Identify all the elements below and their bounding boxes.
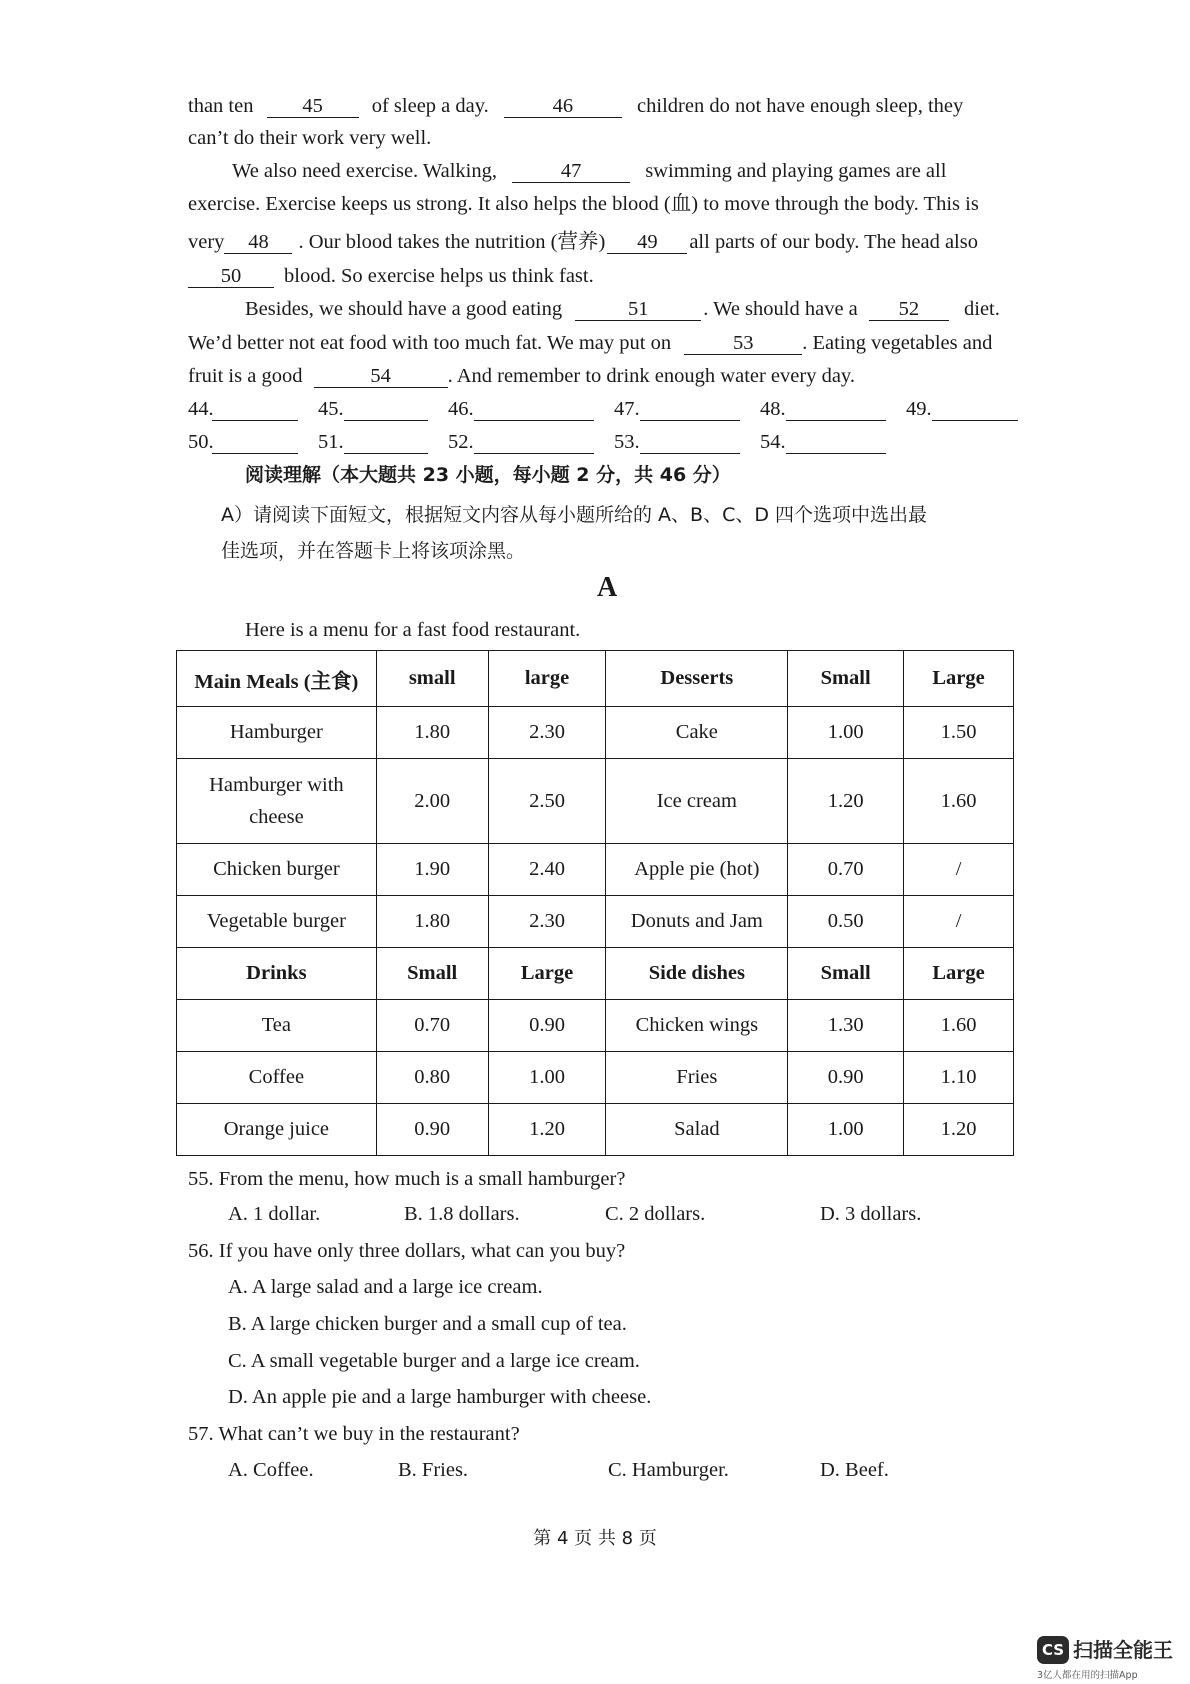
blank-52: 52 [869, 298, 949, 321]
blank-48: 48 [224, 231, 292, 254]
table-cell: Chicken burger [177, 844, 377, 896]
answer-blank [474, 431, 594, 454]
table-cell: 0.80 [376, 1052, 488, 1104]
blank-50: 50 [188, 265, 274, 288]
passage-line-6 [188, 262, 594, 290]
blank-45: 45 [267, 95, 359, 118]
text: all parts of our body. The head also [689, 231, 978, 253]
answer-blank [640, 431, 740, 454]
question-56-option-b: B. A large chicken burger and a small cup of tea. [228, 1313, 627, 1335]
text: swimming and playing games are all [645, 160, 947, 182]
question-57-option-d: D. Beef. [820, 1459, 889, 1481]
table-cell: Side dishes [606, 948, 788, 1000]
table-cell: Drinks [177, 948, 377, 1000]
table-header-row [177, 651, 1014, 707]
blank-54: 54 [314, 365, 448, 388]
instructions-line-1: A）请阅读下面短文，根据短文内容从每小题所给的 A、B、C、D 四个选项中选出最 [221, 504, 928, 526]
question-56-stem: 56. If you have only three dollars, what can you buy? [188, 1240, 626, 1262]
table-cell: Main Meals (主食) [177, 651, 377, 707]
table-cell: 0.90 [788, 1052, 904, 1104]
table-cell: 1.10 [904, 1052, 1014, 1104]
table-cell: Hamburger with cheese [177, 759, 377, 844]
table-cell: 1.20 [488, 1104, 606, 1156]
answer-label: 51. [318, 431, 344, 453]
text: . We should have a [703, 298, 858, 320]
table-cell: Apple pie (hot) [606, 844, 788, 896]
table-cell: Vegetable burger [177, 896, 377, 948]
scanner-tagline: 3亿人都在用的扫描App [1037, 1670, 1138, 1681]
text: We’d better not eat food with too much fat. We may put on [188, 332, 672, 354]
answer-blank [786, 431, 886, 454]
table-cell: 0.70 [788, 844, 904, 896]
question-55-stem: 55. From the menu, how much is a small hamburger? [188, 1168, 626, 1190]
page-footer: 第 4 页 共 8 页 [533, 1528, 657, 1549]
text: We also need exercise. Walking, [232, 160, 497, 182]
question-55-option-b: B. 1.8 dollars. [404, 1203, 520, 1225]
blank-46: 46 [504, 95, 622, 118]
table-cell: 1.60 [904, 759, 1014, 844]
answer-label: 54. [760, 431, 786, 453]
text: Besides, we should have a good eating [245, 298, 563, 320]
menu-table [176, 650, 1014, 1156]
table-cell: small [376, 651, 488, 707]
table-cell: / [904, 844, 1014, 896]
table-cell: large [488, 651, 606, 707]
menu-intro: Here is a menu for a fast food restaurant. [245, 619, 581, 641]
question-55-option-c: C. 2 dollars. [605, 1203, 706, 1225]
answer-blank [640, 398, 740, 421]
passage-line-8 [188, 329, 992, 357]
table-cell: Hamburger [177, 707, 377, 759]
instructions-line-2: 佳选项，并在答题卡上将该项涂黑。 [221, 540, 526, 562]
text: blood. So exercise helps us think fast. [284, 265, 594, 287]
table-cell: 1.20 [788, 759, 904, 844]
table-cell: 1.20 [904, 1104, 1014, 1156]
blank-49: 49 [607, 231, 687, 254]
table-cell: Small [376, 948, 488, 1000]
answer-blank [344, 398, 428, 421]
text: . And remember to drink enough water every day. [447, 365, 855, 387]
question-55-option-a: A. 1 dollar. [228, 1203, 321, 1225]
table-cell: 1.80 [376, 896, 488, 948]
passage-line-2: can’t do their work very well. [188, 127, 432, 149]
table-cell: 0.90 [488, 1000, 606, 1052]
text: diet. [964, 298, 1000, 320]
question-55-option-d: D. 3 dollars. [820, 1203, 922, 1225]
table-cell: Small [788, 651, 904, 707]
table-row [177, 707, 1014, 759]
table-cell: Large [488, 948, 606, 1000]
table-row [177, 1000, 1014, 1052]
table-cell: 0.70 [376, 1000, 488, 1052]
table-cell: 1.00 [788, 707, 904, 759]
question-57-stem: 57. What can’t we buy in the restaurant? [188, 1423, 520, 1445]
section-heading: 阅读理解（本大题共 23 小题，每小题 2 分，共 46 分） [245, 464, 731, 486]
table-cell: Donuts and Jam [606, 896, 788, 948]
text: . Eating vegetables and [802, 332, 993, 354]
section-letter: A [597, 572, 618, 603]
table-cell: 2.30 [488, 707, 606, 759]
answer-label: 49. [906, 398, 932, 420]
table-row [177, 1104, 1014, 1156]
text: very [188, 231, 225, 253]
table-cell: Fries [606, 1052, 788, 1104]
table-cell: Desserts [606, 651, 788, 707]
table-row [177, 1052, 1014, 1104]
question-56-option-c: C. A small vegetable burger and a large ice cream. [228, 1350, 640, 1372]
answer-blank [932, 398, 1018, 421]
table-cell: Coffee [177, 1052, 377, 1104]
question-56-option-d: D. An apple pie and a large hamburger with cheese. [228, 1386, 652, 1408]
table-cell: 2.50 [488, 759, 606, 844]
table-cell: Salad [606, 1104, 788, 1156]
scanner-logo-icon: CS [1037, 1636, 1069, 1664]
scanner-app-name: 扫描全能王 [1073, 1638, 1173, 1662]
question-57-option-c: C. Hamburger. [608, 1459, 729, 1481]
text: than ten [188, 95, 254, 117]
table-cell: 1.50 [904, 707, 1014, 759]
table-cell: 1.30 [788, 1000, 904, 1052]
answer-label: 47. [614, 398, 640, 420]
passage-line-5 [188, 228, 978, 256]
table-row [177, 896, 1014, 948]
table-cell: 1.90 [376, 844, 488, 896]
answer-label: 52. [448, 431, 474, 453]
text: of sleep a day. [371, 95, 489, 117]
answer-blank [212, 398, 298, 421]
text: fruit is a good [188, 365, 303, 387]
table-cell: Orange juice [177, 1104, 377, 1156]
passage-line-4: exercise. Exercise keeps us strong. It also helps the blood (血) to move through the body. This is [188, 193, 979, 215]
text: . Our blood takes the nutrition (营养) [298, 231, 606, 253]
table-cell: 1.00 [488, 1052, 606, 1104]
answer-blank [212, 431, 298, 454]
table-header-row [177, 948, 1014, 1000]
answer-label: 53. [614, 431, 640, 453]
table-cell: 0.90 [376, 1104, 488, 1156]
text: children do not have enough sleep, they [637, 95, 964, 117]
question-57-option-a: A. Coffee. [228, 1459, 314, 1481]
answer-label: 45. [318, 398, 344, 420]
table-cell: Tea [177, 1000, 377, 1052]
passage-line-3 [232, 157, 946, 185]
table-cell: / [904, 896, 1014, 948]
answer-label: 50. [188, 431, 214, 453]
passage-line-1 [188, 92, 963, 120]
question-56-option-a: A. A large salad and a large ice cream. [228, 1276, 543, 1298]
table-cell: Cake [606, 707, 788, 759]
answer-label: 44. [188, 398, 214, 420]
answer-blank [786, 398, 886, 421]
table-cell: 1.80 [376, 707, 488, 759]
blank-47: 47 [512, 160, 630, 183]
table-cell: 2.30 [488, 896, 606, 948]
passage-line-7 [245, 295, 1000, 323]
table-row [177, 844, 1014, 896]
blank-51: 51 [575, 298, 701, 321]
table-row [177, 759, 1014, 844]
table-cell: Large [904, 651, 1014, 707]
answer-label: 48. [760, 398, 786, 420]
answer-blank [344, 431, 428, 454]
table-cell: 1.60 [904, 1000, 1014, 1052]
table-cell: 2.40 [488, 844, 606, 896]
table-cell: 2.00 [376, 759, 488, 844]
table-cell: Ice cream [606, 759, 788, 844]
table-cell: 1.00 [788, 1104, 904, 1156]
question-57-option-b: B. Fries. [398, 1459, 469, 1481]
blank-53: 53 [684, 332, 802, 355]
passage-line-9 [188, 362, 855, 390]
table-cell: Small [788, 948, 904, 1000]
table-cell: Chicken wings [606, 1000, 788, 1052]
answer-label: 46. [448, 398, 474, 420]
answer-blank [474, 398, 594, 421]
table-cell: Large [904, 948, 1014, 1000]
table-cell: 0.50 [788, 896, 904, 948]
